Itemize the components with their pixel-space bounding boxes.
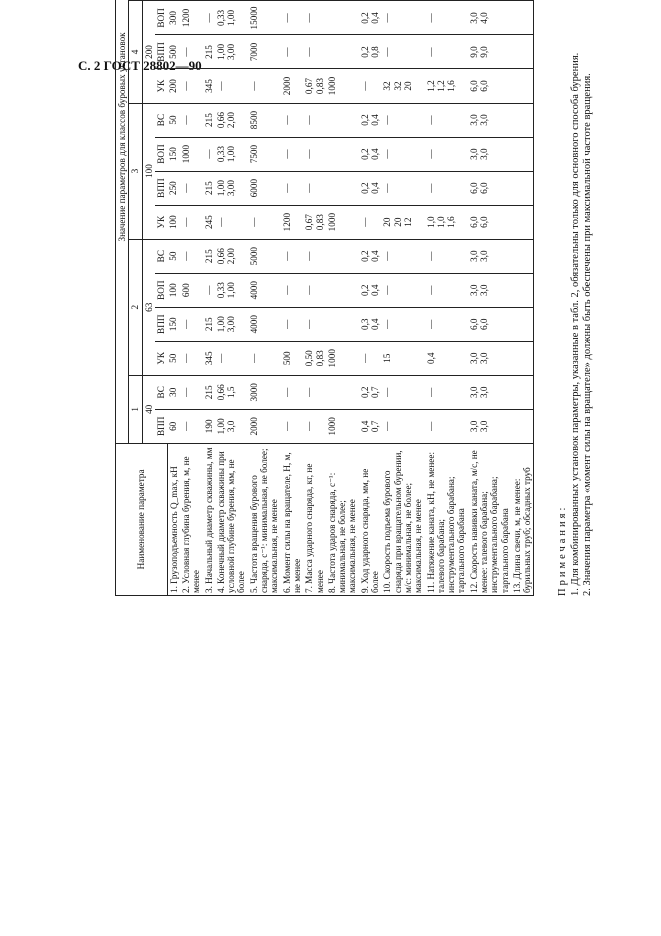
value-cell: — [203,1,215,35]
value-cell: 6,0 6,0 [468,307,511,341]
value-cell: 15 [381,341,424,375]
subheader: ВПП [155,307,167,341]
table-row [359,0,382,596]
class-2-header: 2 [129,239,142,375]
subheader: ВС [155,375,167,409]
value-cell: — [248,205,281,239]
value-cell: 0,2 0,4 [359,137,382,171]
param-name: 11. Натяжение каната, кН, не менее: талевого барабана; инструментального барабана; тартального барабана [425,443,468,595]
value-cell: — [425,273,468,307]
value-cell: — [425,409,468,443]
note-item: 2. Значения параметра «момент силы на вращателе» должны быть обеспечены при максимальной частоте вращения. [582,73,594,596]
value-cell: 215 [203,239,215,273]
class-5-header [129,0,142,1]
value-cell: 6,0 6,0 [468,205,511,239]
subheader: УК [155,205,167,239]
value-cell: 0,2 0,4 [359,171,382,205]
table-row [303,0,326,596]
table-row [468,0,511,596]
param-name: 7. Масса ударного снаряда, кг, не менее [303,443,326,595]
class-4-value: 200 [142,1,155,103]
value-cell: 3,0 3,0 [468,375,511,409]
param-name: 6. Момент силы на вращателе, Н, м, не менее [281,443,304,595]
value-cell: 3,0 3,0 [468,409,511,443]
value-cell: 7500 [248,137,281,171]
table-body [167,0,534,596]
value-cell [511,137,534,171]
value-cell: — [281,409,304,443]
value-cell [326,1,359,35]
value-cell: 3,0 3,0 [468,273,511,307]
value-cell: 1,00 3,00 [215,307,248,341]
col-name-header: Наименование параметра [116,443,168,595]
value-cell: — [281,35,304,69]
table-row [167,0,180,596]
value-cell: — [215,205,248,239]
value-cell: 0,3 0,4 [359,307,382,341]
value-cell: — [281,171,304,205]
value-cell: 50 [167,239,180,273]
value-cell: — [180,35,203,69]
value-cell: 9,0 9,0 [468,35,511,69]
param-name: 12. Скорость навивки каната, м/с, не менее: талевого барабана; инструментального барабана; тартального барабана [468,443,511,595]
value-cell: — [381,307,424,341]
value-cell: 0,2 0,4 [359,103,382,137]
value-cell: 200 [167,69,180,103]
value-cell: — [248,69,281,103]
value-cell: 0,4 [425,341,468,375]
table-row [248,0,281,596]
value-cell: 4000 [248,307,281,341]
value-cell [425,0,468,1]
value-cell: 150 [167,307,180,341]
value-cell: 150 [167,137,180,171]
value-cell: 1000 [326,69,359,103]
value-cell [511,35,534,69]
value-cell: 3,0 3,0 [468,137,511,171]
value-cell: — [281,103,304,137]
value-cell [167,0,180,1]
subheader [155,0,167,1]
note-item: 1. Для комбинированных установок параметры, указанные в табл. 2, обязательны только для основного способа бурения. [569,52,581,596]
value-cell: 1200 [180,1,203,35]
value-cell: — [180,205,203,239]
value-cell: 32 32 20 [381,69,424,103]
param-name: 9. Ход ударного снаряда, мм, не более [359,443,382,595]
value-cell [511,409,534,443]
table-row [281,0,304,596]
value-cell: 0,50 0,83 [303,341,326,375]
value-cell: 0,67 0,83 [303,205,326,239]
value-cell: 345 [203,69,215,103]
value-cell [511,103,534,137]
value-cell: 1000 [326,409,359,443]
value-cell: 6,0 6,0 [468,171,511,205]
value-cell: 6,0 6,0 [468,69,511,103]
value-cell: 1000 [326,341,359,375]
value-cell: — [180,375,203,409]
value-cell: 215 [203,171,215,205]
value-cell: 600 [180,273,203,307]
param-name: 8. Частота ударов снаряда, с⁻¹: минимальная, не более; максимальная, не менее [326,443,359,595]
value-cell [326,307,359,341]
value-cell: — [180,239,203,273]
value-cell: — [303,307,326,341]
class-2-value: 63 [142,239,155,375]
value-cell: — [203,273,215,307]
value-cell [511,307,534,341]
value-cell: 1,2 1,2 1,6 [425,69,468,103]
value-cell: 1,0 1,0 1,6 [425,205,468,239]
value-cell: 2000 [281,69,304,103]
value-cell: — [303,409,326,443]
table-row [180,0,203,596]
value-cell: — [381,273,424,307]
subheader: ВПП [155,35,167,69]
value-cell: — [425,35,468,69]
value-cell: 1,00 3,00 [215,35,248,69]
value-cell: 215 [203,103,215,137]
value-cell [511,0,534,1]
value-cell: 0,2 0,4 [359,273,382,307]
value-cell: 0,2 0,7 [359,375,382,409]
value-cell: 250 [167,171,180,205]
value-cell: 6000 [248,171,281,205]
value-cell: — [303,239,326,273]
value-cell: 0,2 0,4 [359,1,382,35]
value-cell: 0,33 1,00 [215,137,248,171]
subheader: УК [155,341,167,375]
value-cell: — [180,409,203,443]
value-cell: — [381,137,424,171]
table-container [97,0,603,596]
value-cell: 3,0 3,0 [468,341,511,375]
value-cell [326,375,359,409]
value-cell: 0,33 1,00 [215,1,248,35]
notes-block [557,0,595,596]
value-cell: — [381,103,424,137]
value-cell: — [425,239,468,273]
value-cell [326,0,359,1]
value-cell [326,273,359,307]
value-cell: — [281,239,304,273]
param-name: 4. Конечный диаметр скважины при условной глубине бурения, мм, не более [215,443,248,595]
value-cell: — [215,69,248,103]
value-cell: — [215,341,248,375]
notes-title: Примечания: [557,504,568,596]
value-cell: — [359,341,382,375]
value-cell: 1200 [281,205,304,239]
value-cell: 3,0 3,0 [468,103,511,137]
value-cell [511,69,534,103]
value-cell: 0,2 0,4 [359,239,382,273]
table-row [381,0,424,596]
value-cell [511,171,534,205]
value-cell: — [180,171,203,205]
value-cell: — [303,375,326,409]
value-cell: — [381,375,424,409]
value-cell: 0,66 1,5 [215,375,248,409]
value-cell [303,0,326,1]
value-cell: 190 [203,409,215,443]
value-cell: 1000 [180,137,203,171]
table-row [425,0,468,596]
value-cell [326,35,359,69]
value-cell: — [281,375,304,409]
subheader: ВОП [155,1,167,35]
class-4-header: 4 [129,1,142,103]
value-cell: 4000 [248,273,281,307]
subheader: ВОП [155,137,167,171]
group-header: Значение параметров для классов буровых установок [116,0,129,443]
value-cell: — [303,137,326,171]
param-name: 10. Скорость подъема бурового снаряда при вращательном бурении, м/с: минимальная, не более; максимальная, не менее [381,443,424,595]
value-cell [203,0,215,1]
value-cell [281,0,304,1]
value-cell: — [381,171,424,205]
value-cell: — [303,1,326,35]
value-cell: 215 [203,307,215,341]
value-cell: 2000 [248,409,281,443]
value-cell: — [381,409,424,443]
value-cell: 50 [167,103,180,137]
subheader: ВС [155,239,167,273]
value-cell: — [303,35,326,69]
table-row [203,0,215,596]
value-cell [511,375,534,409]
value-cell: — [248,341,281,375]
subheader: ВОП [155,273,167,307]
value-cell: 15000 [248,1,281,35]
value-cell: 0,66 2,00 [215,239,248,273]
value-cell: 60 [167,409,180,443]
value-cell: 100 [167,273,180,307]
value-cell [468,0,511,1]
value-cell: 300 [167,1,180,35]
param-name: 2. Условная глубина бурения, м, не менее [180,443,203,595]
value-cell: — [381,35,424,69]
value-cell: 215 [203,35,215,69]
value-cell [511,205,534,239]
value-cell [511,273,534,307]
value-cell: — [425,103,468,137]
value-cell: 1,00 3,00 [215,171,248,205]
value-cell: 345 [203,341,215,375]
param-name: 13. Длина свечи, м, не менее: бурильных труб; обсадных труб [511,443,534,595]
value-cell: 0,33 1,00 [215,273,248,307]
value-cell [381,0,424,1]
value-cell [511,341,534,375]
value-cell: — [425,307,468,341]
table-row [215,0,248,596]
value-cell: — [281,137,304,171]
value-cell: — [425,171,468,205]
value-cell: 20 20 12 [381,205,424,239]
value-cell: — [425,375,468,409]
value-cell: 1,00 3,0 [215,409,248,443]
param-name: 1. Грузоподъемность Q_max, кН [167,443,180,595]
value-cell: 7000 [248,35,281,69]
value-cell: — [425,1,468,35]
param-name: 3. Начальный диаметр скважины, мм [203,443,215,595]
subheader: УК [155,69,167,103]
value-cell: 1000 [326,205,359,239]
value-cell: — [203,137,215,171]
class-1-value: 40 [142,375,155,443]
value-cell: 215 [203,375,215,409]
value-cell: 0,66 2,00 [215,103,248,137]
value-cell [511,239,534,273]
value-cell: 3,0 4,0 [468,1,511,35]
value-cell: 500 [167,35,180,69]
value-cell [326,171,359,205]
value-cell: — [303,171,326,205]
value-cell: — [180,307,203,341]
param-name: 5. Частота вращения бурового снаряда, с⁻¹: минимальная, не более; максимальная, не менее [248,443,281,595]
value-cell: — [425,137,468,171]
value-cell: 50 [167,341,180,375]
class-3-value: 100 [142,103,155,239]
value-cell: 3000 [248,375,281,409]
class-3-header: 3 [129,103,142,239]
value-cell: — [281,1,304,35]
value-cell: 8500 [248,103,281,137]
value-cell: — [303,273,326,307]
value-cell: 500 [281,341,304,375]
value-cell: — [381,1,424,35]
value-cell [248,0,281,1]
value-cell: 3,0 3,0 [468,239,511,273]
value-cell [326,103,359,137]
value-cell: 245 [203,205,215,239]
value-cell: — [381,239,424,273]
class-1-header: 1 [129,375,142,443]
value-cell: — [359,69,382,103]
class-5-value [142,0,155,1]
value-cell: — [303,103,326,137]
value-cell: — [281,307,304,341]
value-cell: — [180,69,203,103]
subheader: ВС [155,103,167,137]
value-cell: — [180,341,203,375]
value-cell [326,239,359,273]
value-cell [511,1,534,35]
value-cell: 0,4 0,7 [359,409,382,443]
value-cell: 30 [167,375,180,409]
parameters-table [115,0,534,596]
subheader: ВПП [155,171,167,205]
subheader: ВПП [155,409,167,443]
value-cell: — [359,205,382,239]
table-row [326,0,359,596]
value-cell [180,0,203,1]
page-header: С. 2 ГОСТ 28802—90 [78,58,202,73]
value-cell: — [180,103,203,137]
value-cell: 5000 [248,239,281,273]
value-cell [359,0,382,1]
value-cell: — [281,273,304,307]
value-cell: 100 [167,205,180,239]
value-cell: 0,67 0,83 [303,69,326,103]
value-cell: 0,2 0,8 [359,35,382,69]
value-cell [215,0,248,1]
table-row [511,0,534,596]
value-cell [326,137,359,171]
